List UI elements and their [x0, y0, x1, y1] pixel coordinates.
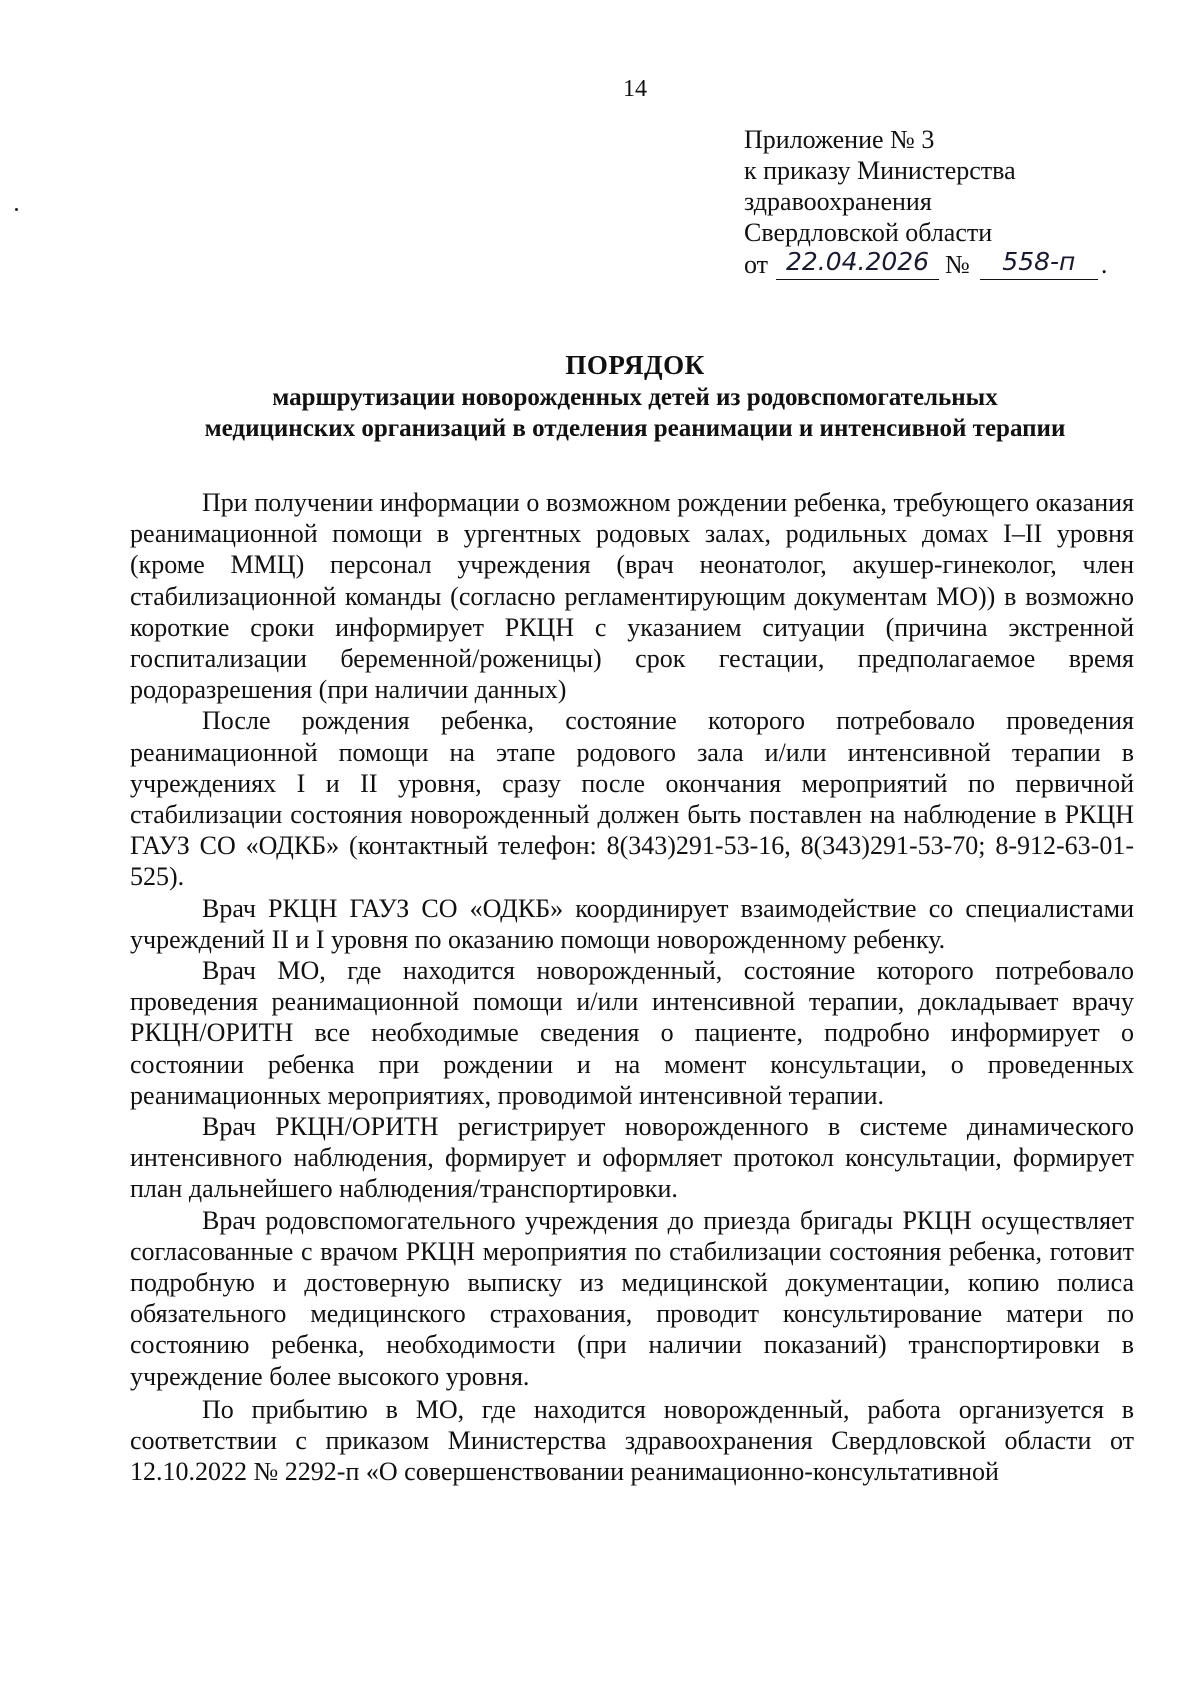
appendix-line: Приложение № 3	[744, 125, 935, 154]
paragraph: По прибытию в МО, где находится новорожденный, работа организуется в соответствии с приказом Министерства здравоохранения Свердловской области от 12.10.2022 № 2292-п «О совершенствовании реанимационно-консультативной	[130, 1394, 1134, 1487]
paragraph: Врач МО, где находится новорожденный, состояние которого потребовало проведения реанимационной помощи и/или интенсивной терапии, докладывает врачу РКЦН/ОРИТН все необходимые сведения о пациенте, подробно информирует о состоянии ребенка при рождении и на момент консультации, о проведенных реанимационных мероприятиях, проводимой интенсивной терапии.	[130, 956, 1134, 1110]
appendix-block	[744, 124, 1164, 280]
number-sign: №	[945, 250, 970, 279]
paragraph: После рождения ребенка, состояние которого потребовало проведения реанимационной помощи на этапе родового зала и/или интенсивной терапии в учреждениях I и II уровня, сразу после окончания мероприятий по первичной стабилизации состояния новорожденный должен быть поставлен на наблюдение в РКЦН ГАУЗ СО «ОДКБ» (контактный телефон: 8(343)291-53-16, 8(343)291-53-70; 8-912-63-01-525).	[130, 706, 1134, 892]
appendix-line: Свердловской области	[744, 218, 993, 247]
paragraph: Врач РКЦН ГАУЗ СО «ОДКБ» координирует взаимодействие со специалистами учреждений II и I уровня по оказанию помощи новорожденному ребенку.	[130, 893, 1134, 954]
title-sub-line: медицинских организаций в отделения реанимации и интенсивной терапии	[204, 415, 1066, 442]
paragraph: При получении информации о возможном рождении ребенка, требующего оказания реанимационной помощи в ургентных родовых залах, родильных домах I–II уровня (кроме ММЦ) персонал учреждения (врач неонатолог, акушер-гинеколог, член стабилизационной команды (согласно регламентирующим документам МО)) в возможно короткие сроки информирует РКЦН с указанием ситуации (причина экстренной госпитализации беременной/роженицы) срок гестации, предполагаемое время родоразрешения (при наличии данных)	[130, 488, 1134, 705]
page-number: 14	[623, 76, 647, 102]
document-title	[0, 348, 1200, 444]
handwritten-date: 22.04.2026	[776, 248, 939, 280]
paragraph: Врач РКЦН/ОРИТН регистрирует новорожденного в системе динамического интенсивного наблюдения, формирует и оформляет протокол консультации, формирует план дальнейшего наблюдения/транспортировки.	[130, 1112, 1134, 1204]
date-prefix: от	[744, 250, 769, 279]
order-date-number-line	[744, 248, 1164, 280]
scan-speck	[15, 208, 18, 211]
title-main: ПОРЯДОК	[565, 350, 705, 380]
paragraph: Врач родовспомогательного учреждения до приезда бригады РКЦН осуществляет согласованные с врачом РКЦН мероприятия по стабилизации состояния ребенка, готовит подробную и достоверную выписку из медицинской документации, копию полиса обязательного медицинского страхования, проводит консультирование матери по состоянию ребенка, необходимости (при наличии показаний) транспортировки в учреждение более высокого уровня.	[130, 1205, 1134, 1391]
trailing-dot: .	[1100, 250, 1108, 279]
appendix-line: здравоохранения	[744, 187, 932, 216]
title-sub-line: маршрутизации новорожденных детей из родовспомогательных	[272, 384, 998, 411]
handwritten-order-number: 558-п	[980, 248, 1098, 280]
appendix-line: к приказу Министерства	[744, 156, 1016, 185]
document-body	[130, 487, 1134, 1488]
